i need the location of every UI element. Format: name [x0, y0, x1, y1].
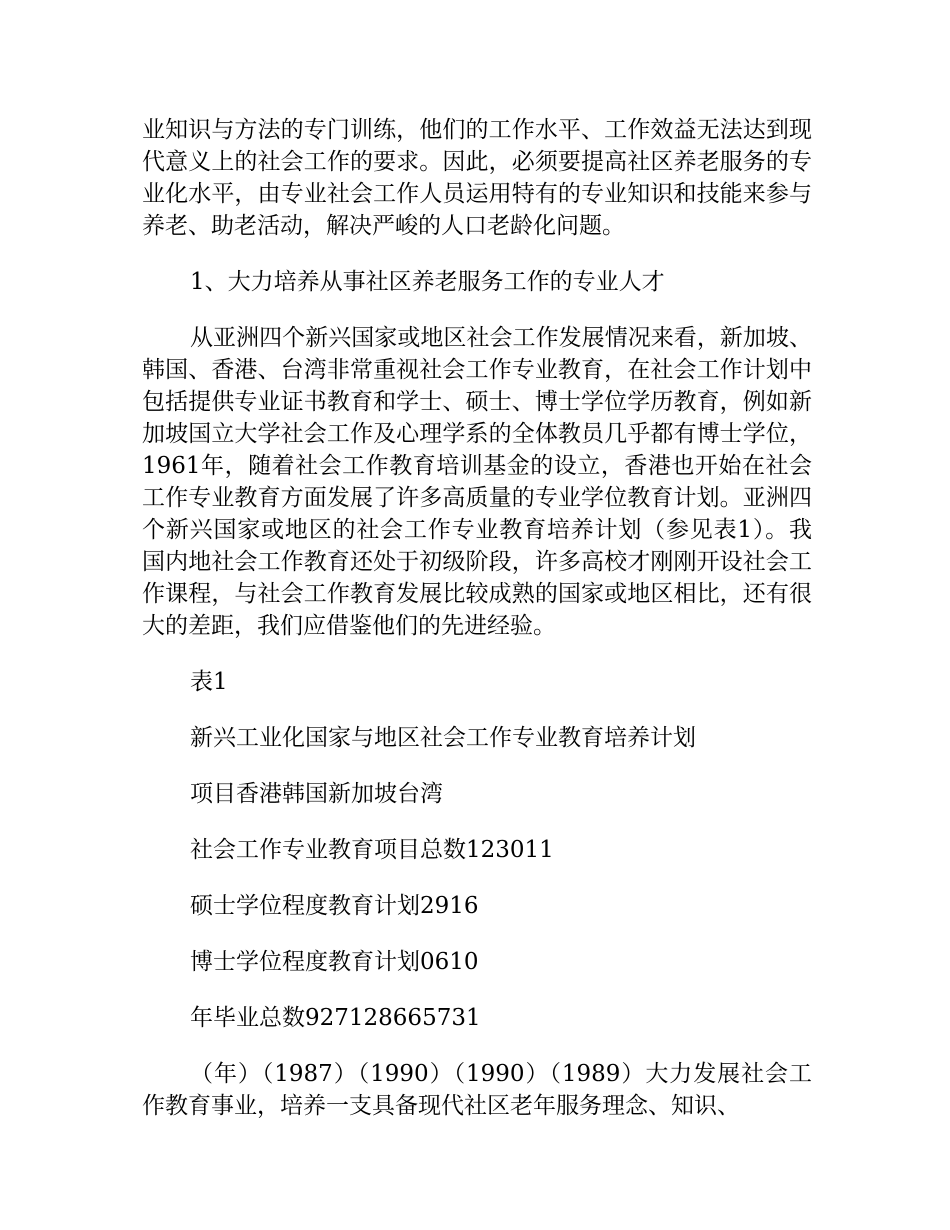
table-row: 项目香港韩国新加坡台湾: [190, 781, 443, 807]
paragraph-continuation: 业知识与方法的专门训练，他们的工作水平、工作效益无法达到现代意义上的社会工作的要求。因此，必须要提高社区养老服务的专业化水平，由专业社会工作人员运用特有的专业知识和技能来参与养老、助老活动，解决严峻的人口老龄化问题。: [142, 117, 812, 239]
document-page: [142, 114, 812, 1146]
table-title: 新兴工业化国家与地区社会工作专业教育培养计划: [190, 725, 696, 751]
table-label: 表1: [190, 669, 228, 695]
table-row: 博士学位程度教育计划0610: [190, 949, 479, 975]
table-row: 硕士学位程度教育计划2916: [190, 893, 479, 919]
paragraph-body: （年）（1987）（1990）（1990）（1989）大力发展社会工作教育事业，培养一支具备现代社区老年服务理念、知识、: [142, 1061, 812, 1119]
section-heading: 1、大力培养从事社区养老服务工作的专业人才: [190, 269, 665, 295]
table-row: 年毕业总数927128665731: [190, 1005, 481, 1031]
table-row: 社会工作专业教育项目总数123011: [190, 837, 554, 863]
paragraph-body: 从亚洲四个新兴国家或地区社会工作发展情况来看，新加坡、韩国、香港、台湾非常重视社会工作专业教育，在社会工作计划中包括提供专业证书教育和学士、硕士、博士学位学历教育，例如新加坡国立大学社会工作及心理学系的全体教员几乎都有博士学位，1961年，随着社会工作教育培训基金的设立，香港也开始在社会工作专业教育方面发展了许多高质量的专业学位教育计划。亚洲四个新兴国家或地区的社会工作专业教育培养计划（参见表1）。我国内地社会工作教育还处于初级阶段，许多高校才刚刚开设社会工作课程，与社会工作教育发展比较成熟的国家或地区相比，还有很大的差距，我们应借鉴他们的先进经验。: [142, 325, 812, 639]
